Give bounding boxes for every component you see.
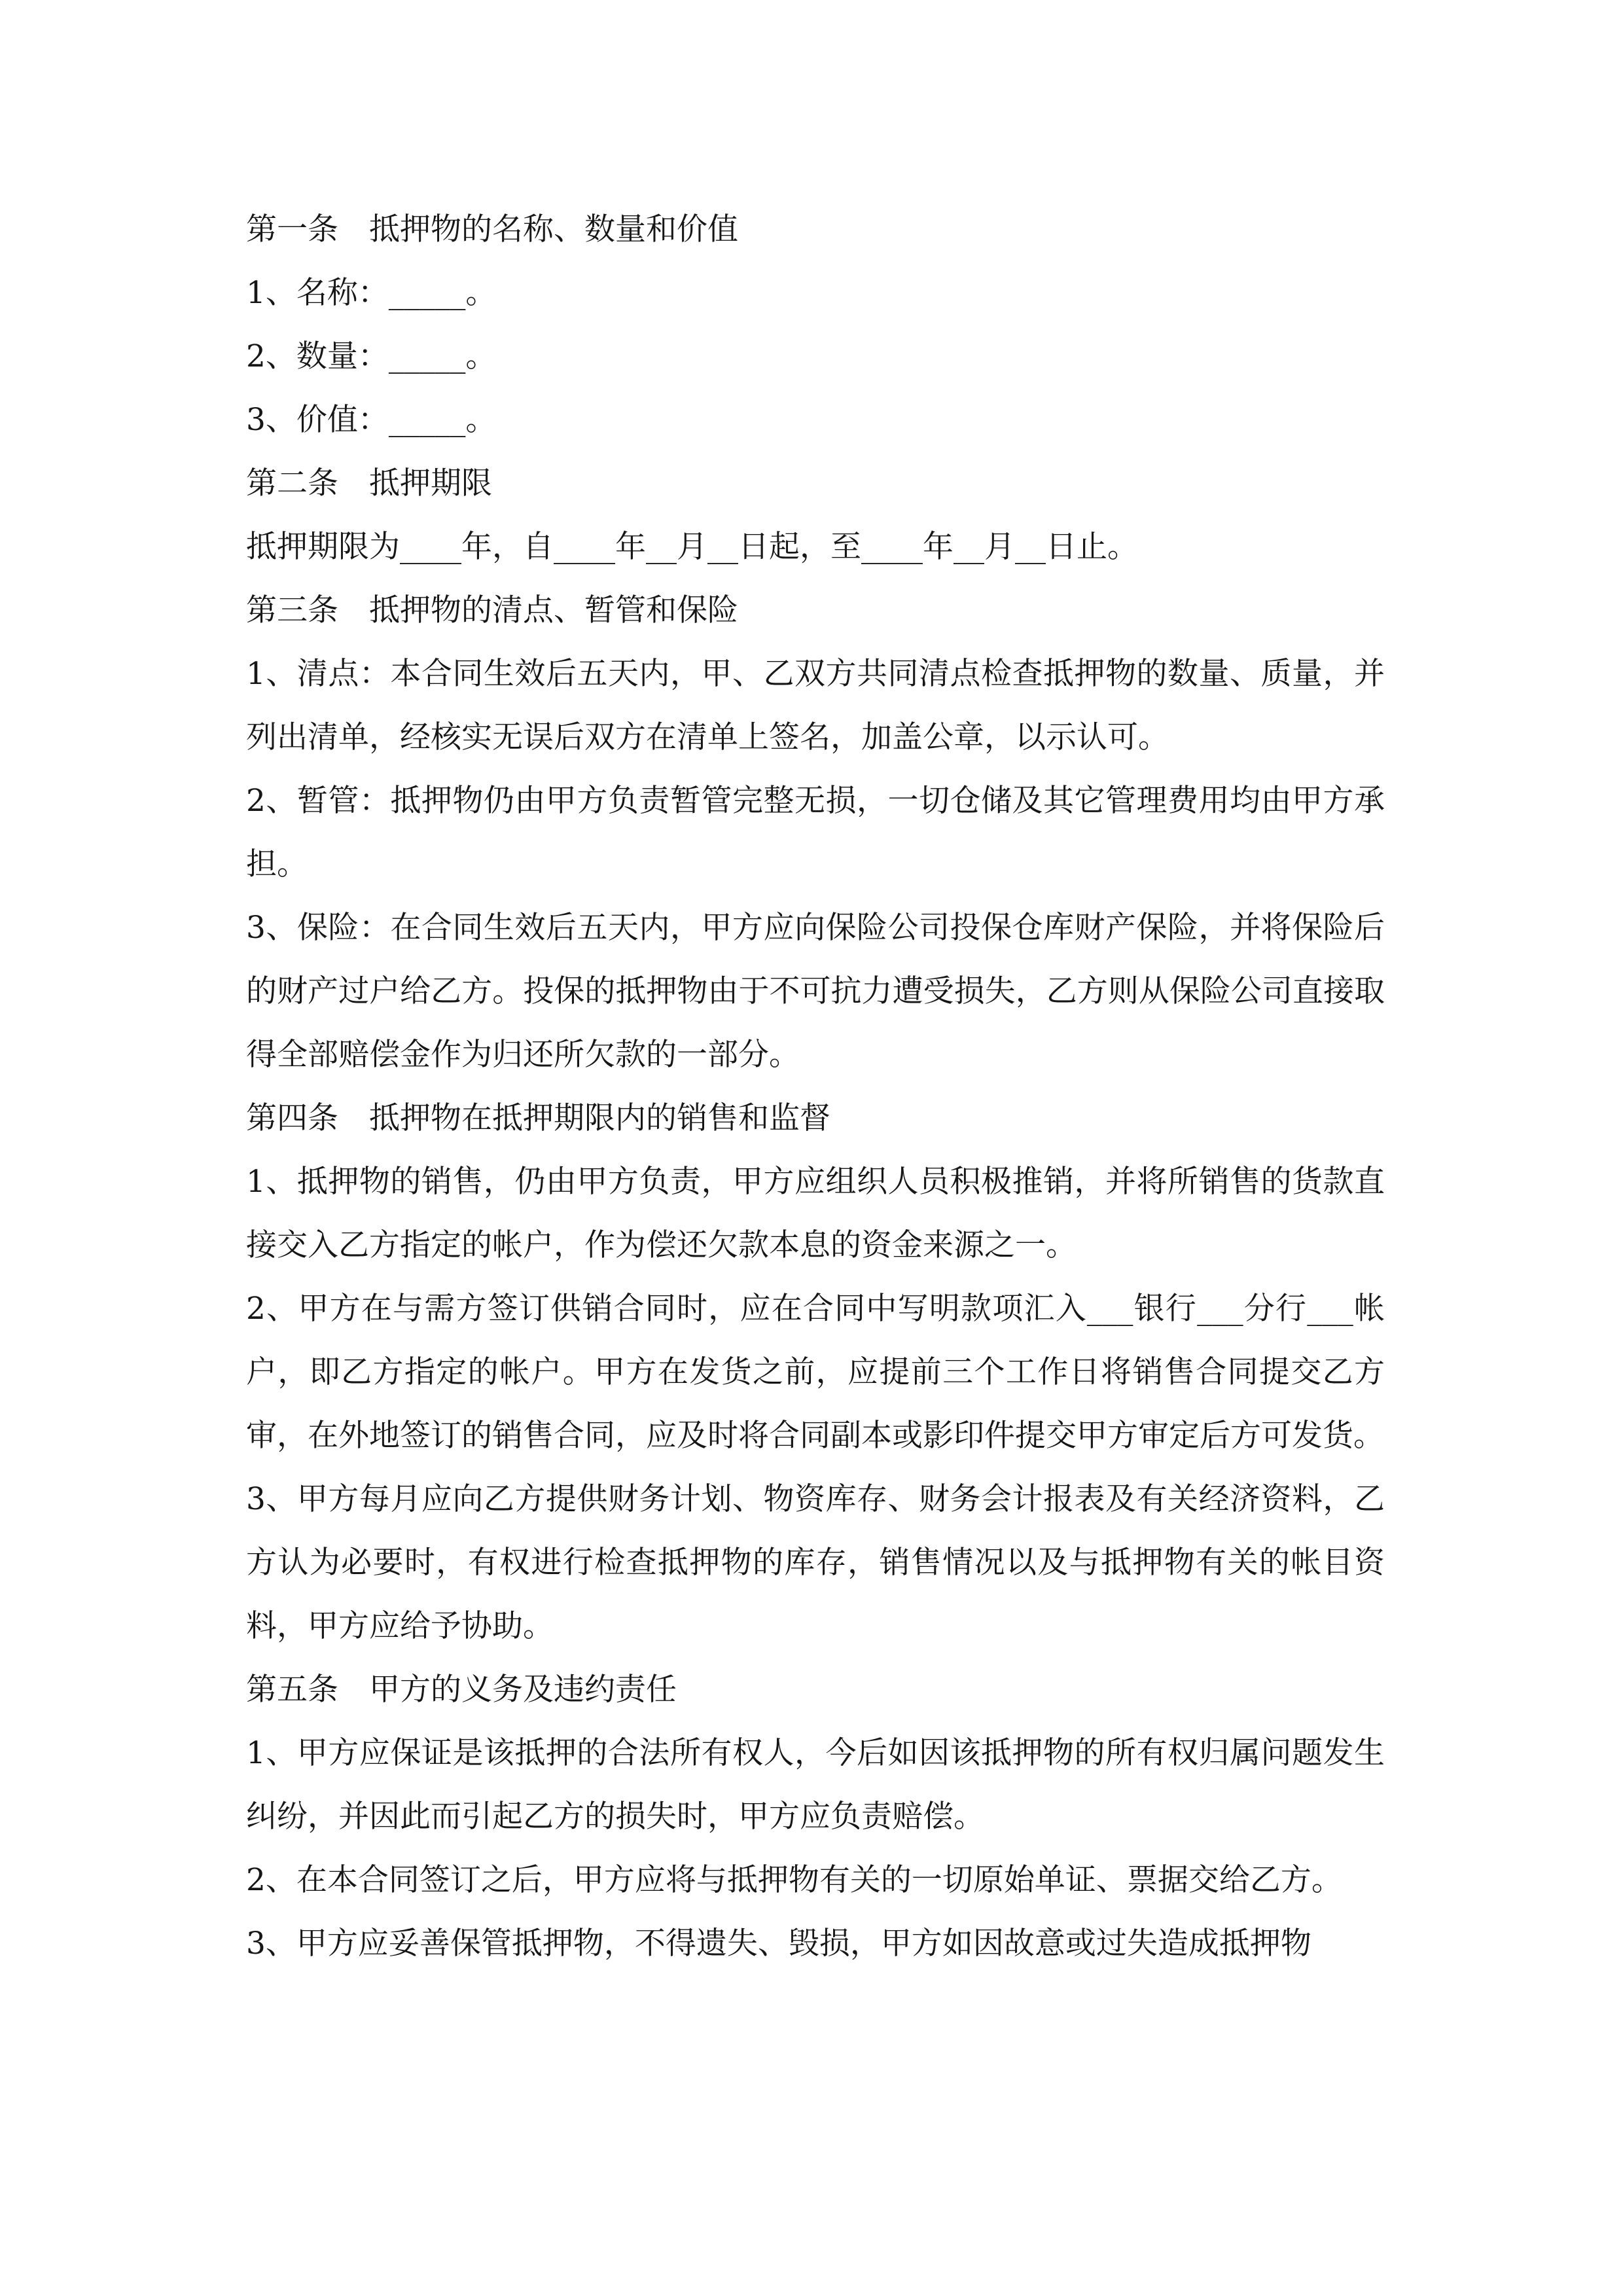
article-3-heading: 第三条 抵押物的清点、暂管和保险 xyxy=(246,592,738,628)
reporting-clause: 3、甲方每月应向乙方提供财务计划、物资库存、财务会计报表及有关经济资料，乙方认为必要时，有权进行检查抵押物的库存，销售情况以及与抵押物有关的帐目资料，甲方应给予协助。 xyxy=(246,1481,1385,1644)
item-value: 3、价值：_____。 xyxy=(246,402,497,438)
item-quantity: 2、数量：_____。 xyxy=(246,338,497,374)
inventory-clause: 1、清点：本合同生效后五天内，甲、乙双方共同清点检查抵押物的数量、质量，并列出清单，经核实无误后双方在清单上签名，加盖公章，以示认可。 xyxy=(246,656,1385,755)
sales-clause: 1、抵押物的销售，仍由甲方负责，甲方应组织人员积极推销，并将所销售的货款直接交入乙方指定的帐户，作为偿还欠款本息的资金来源之一。 xyxy=(246,1164,1385,1263)
article-2-heading: 第二条 抵押期限 xyxy=(246,465,492,501)
article-4-heading: 第四条 抵押物在抵押期限内的销售和监督 xyxy=(246,1100,830,1136)
ownership-clause: 1、甲方应保证是该抵押的合法所有权人，今后如因该抵押物的所有权归属问题发生纠纷，并因此而引起乙方的损失时，甲方应负责赔偿。 xyxy=(246,1735,1385,1835)
insurance-clause: 3、保险：在合同生效后五天内，甲方应向保险公司投保仓库财产保险，并将保险后的财产过户给乙方。投保的抵押物由于不可抗力遭受损失，乙方则从保险公司直接取得全部赔偿金作为归还所欠款的一部分。 xyxy=(246,910,1385,1073)
article-5-heading: 第五条 甲方的义务及违约责任 xyxy=(246,1672,677,1708)
documents-clause: 2、在本合同签订之后，甲方应将与抵押物有关的一切原始单证、票据交给乙方。 xyxy=(246,1862,1342,1898)
supply-contract-clause: 2、甲方在与需方签订供销合同时，应在合同中写明款项汇入___银行___分行___帐户，即乙方指定的帐户。甲方在发货之前，应提前三个工作日将销售合同提交乙方审，在外地签订的销售合同，应及时将合同副本或影印件提交甲方审定后方可发货。 xyxy=(246,1291,1385,1454)
item-name: 1、名称：_____。 xyxy=(246,275,497,311)
mortgage-term-text: 抵押期限为____年，自____年__月__日起，至____年__月__日止。 xyxy=(246,529,1138,565)
custody-clause: 2、暂管：抵押物仍由甲方负责暂管完整无损，一切仓储及其它管理费用均由甲方承担。 xyxy=(246,783,1385,882)
contract-body xyxy=(246,198,1385,1975)
safekeeping-clause: 3、甲方应妥善保管抵押物，不得遗失、毁损，甲方如因故意或过失造成抵押物 xyxy=(246,1926,1311,1962)
article-1-heading: 第一条 抵押物的名称、数量和价值 xyxy=(246,211,738,247)
